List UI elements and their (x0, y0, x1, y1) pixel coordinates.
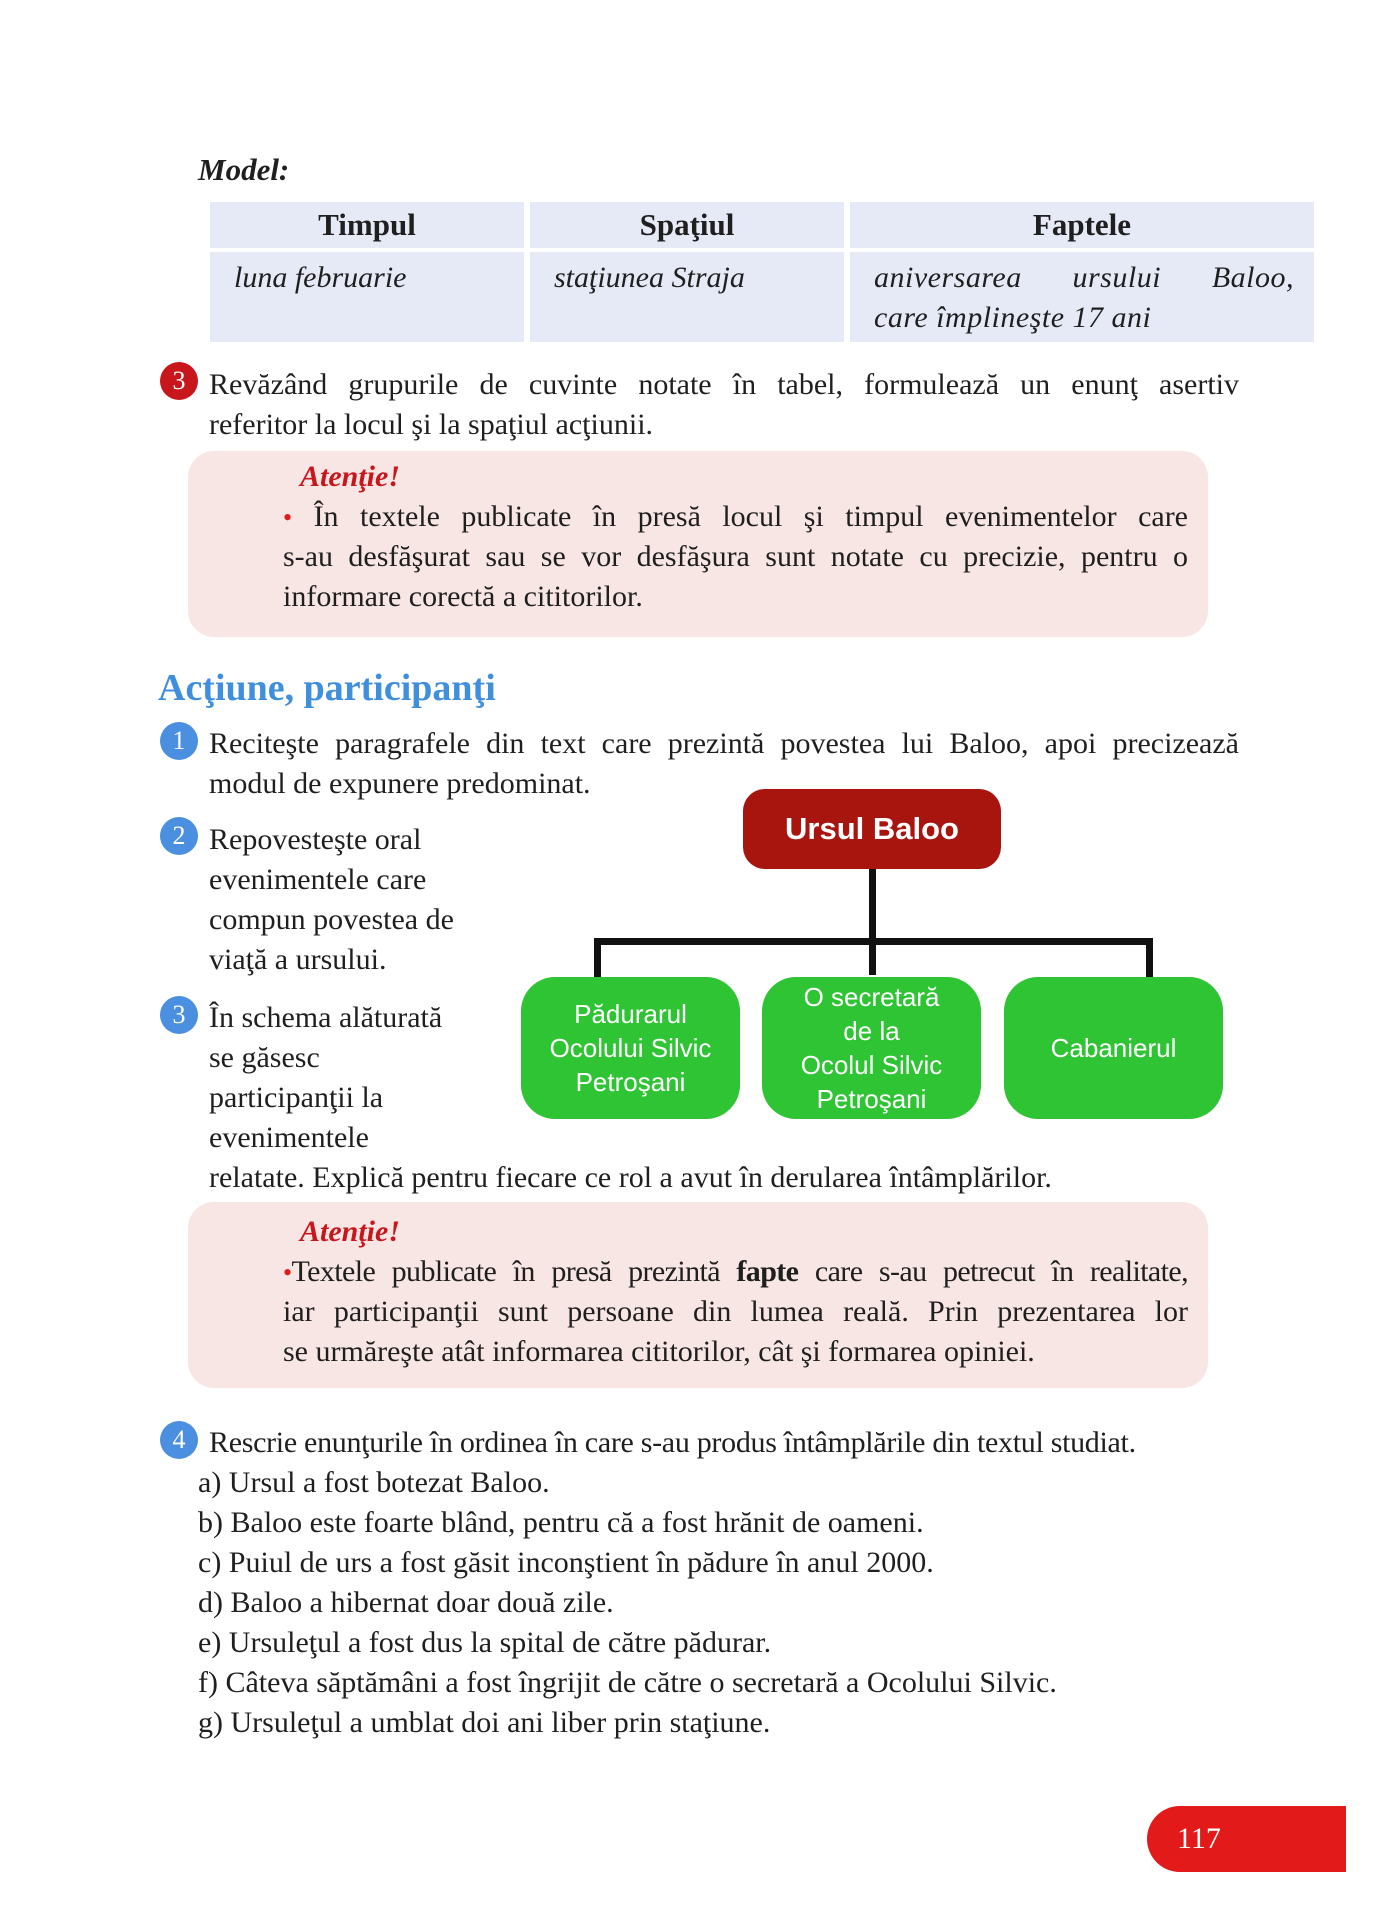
diagram-connector (869, 869, 876, 975)
list-item: a) Ursul a fost botezat Baloo. (198, 1466, 550, 1499)
list-item: e) Ursuleţul a fost dus la spital de către pădurar. (198, 1626, 772, 1659)
node-line: O secretară (803, 982, 940, 1012)
task-3-line: Revăzând grupurile de cuvinte notate în tabel, formulează un enunţ asertiv (209, 368, 1239, 401)
note-line-text: care s-au petrecut în realitate, (798, 1255, 1188, 1288)
task-2-text (209, 820, 509, 980)
diagram-node-secretara (762, 977, 981, 1119)
task-2-line: viaţă a ursului. (209, 943, 387, 976)
task-1-text (209, 724, 1239, 804)
note-line: informare corectă a cititorilor. (283, 580, 643, 613)
note-title: Atenţie! (300, 460, 401, 493)
bullet-icon: • (283, 503, 293, 532)
task-1-line: Reciteşte paragrafele din text care prezintă povestea lui Baloo, apoi precizează (209, 727, 1239, 760)
attention-note (188, 1202, 1208, 1388)
page-number: 117 (1147, 1806, 1346, 1872)
note-line: iar participanţii sunt persoane din lumea reală. Prin prezentarea lor (283, 1295, 1188, 1328)
table-cell-spatiul: staţiunea Straja (530, 252, 844, 342)
task-3b-line: În schema alăturată (209, 1001, 443, 1034)
note-title: Atenţie! (300, 1215, 401, 1248)
node-line: Petroşani (575, 1067, 686, 1097)
task-2-line: Repovesteşte oral (209, 823, 422, 856)
node-line: Ocolul Silvic (800, 1050, 943, 1080)
attention-note (188, 451, 1208, 637)
list-item: g) Ursuleţul a umblat doi ani liber prin staţiune. (198, 1706, 771, 1739)
diagram-connector (594, 938, 601, 978)
table-header-faptele: Faptele (850, 202, 1314, 252)
list-item: b) Baloo este foarte blând, pentru că a fost hrănit de oameni. (198, 1506, 924, 1539)
note-line: s-au desfăşurat sau se vor desfăşura sunt notate cu precizie, pentru o (283, 540, 1188, 573)
task-number-badge: 4 (160, 1421, 198, 1459)
diagram-root-node: Ursul Baloo (743, 789, 1001, 869)
task-3b-line: participanţii la (209, 1081, 384, 1114)
node-line: Petroşani (816, 1084, 927, 1114)
task-3-text (209, 365, 1239, 445)
task-number-badge: 2 (160, 817, 198, 855)
task-1-line: modul de expunere predominat. (209, 767, 591, 800)
bullet-icon: • (283, 1258, 292, 1287)
list-item: c) Puiul de urs a fost găsit inconştient în pădure în anul 2000. (198, 1546, 934, 1579)
section-title: Acţiune, participanţi (158, 667, 496, 709)
table-header-timpul: Timpul (210, 202, 524, 252)
task-2-line: evenimentele care (209, 863, 427, 896)
task-3-line: referitor la locul şi la spaţiul acţiunii. (209, 408, 654, 441)
node-line: Cabanierul (1050, 1033, 1177, 1063)
table-cell-timpul: luna februarie (210, 252, 524, 342)
note-line (283, 497, 1188, 537)
faptele-line-1: aniversarea ursului Baloo, (874, 261, 1294, 294)
table-cell-faptele (850, 252, 1314, 342)
table-header-spatiul: Spaţiul (530, 202, 844, 252)
note-line-text: În textele publicate în presă locul şi timpul evenimentelor care (313, 500, 1188, 533)
diagram-connector (594, 938, 1153, 945)
task-3b-line: evenimentele (209, 1121, 369, 1154)
list-item: f) Câteva săptămâni a fost îngrijit de către o secretară a Ocolului Silvic. (198, 1666, 1057, 1699)
faptele-line-2: care împlineşte 17 ani (874, 301, 1152, 334)
diagram-connector (1146, 938, 1153, 978)
note-bold-word: fapte (736, 1255, 799, 1288)
task-3b-line: se găsesc (209, 1041, 320, 1074)
list-item: d) Baloo a hibernat doar două zile. (198, 1586, 614, 1619)
note-text (283, 1252, 1188, 1372)
node-line: Pădurarul (574, 999, 687, 1029)
diagram-node-padurarul (521, 977, 740, 1119)
task-3b-line: relatate. Explică pentru fiecare ce rol a avut în derularea întâmplărilor. (209, 1161, 1052, 1194)
task-4-list (198, 1463, 1238, 1743)
task-4-intro (209, 1423, 1239, 1463)
task-2-line: compun povestea de (209, 903, 454, 936)
model-table (204, 202, 1320, 342)
task-number-badge: 3 (160, 996, 198, 1034)
note-line-text: Textele publicate în presă prezintă (291, 1255, 737, 1288)
node-line: de la (843, 1016, 900, 1046)
note-line (283, 1252, 1188, 1292)
note-text (283, 497, 1188, 617)
diagram-node-cabanierul (1004, 977, 1223, 1119)
note-line: se urmăreşte atât informarea cititorilor, cât şi formarea opiniei. (283, 1335, 1035, 1368)
node-line: Ocolului Silvic (549, 1033, 712, 1063)
task-number-badge: 3 (160, 362, 198, 400)
task-number-badge: 1 (160, 722, 198, 760)
model-label: Model: (198, 152, 290, 187)
task-4-line: Rescrie enunţurile în ordinea în care s-au produs întâmplările din textul studiat. (209, 1426, 1136, 1459)
